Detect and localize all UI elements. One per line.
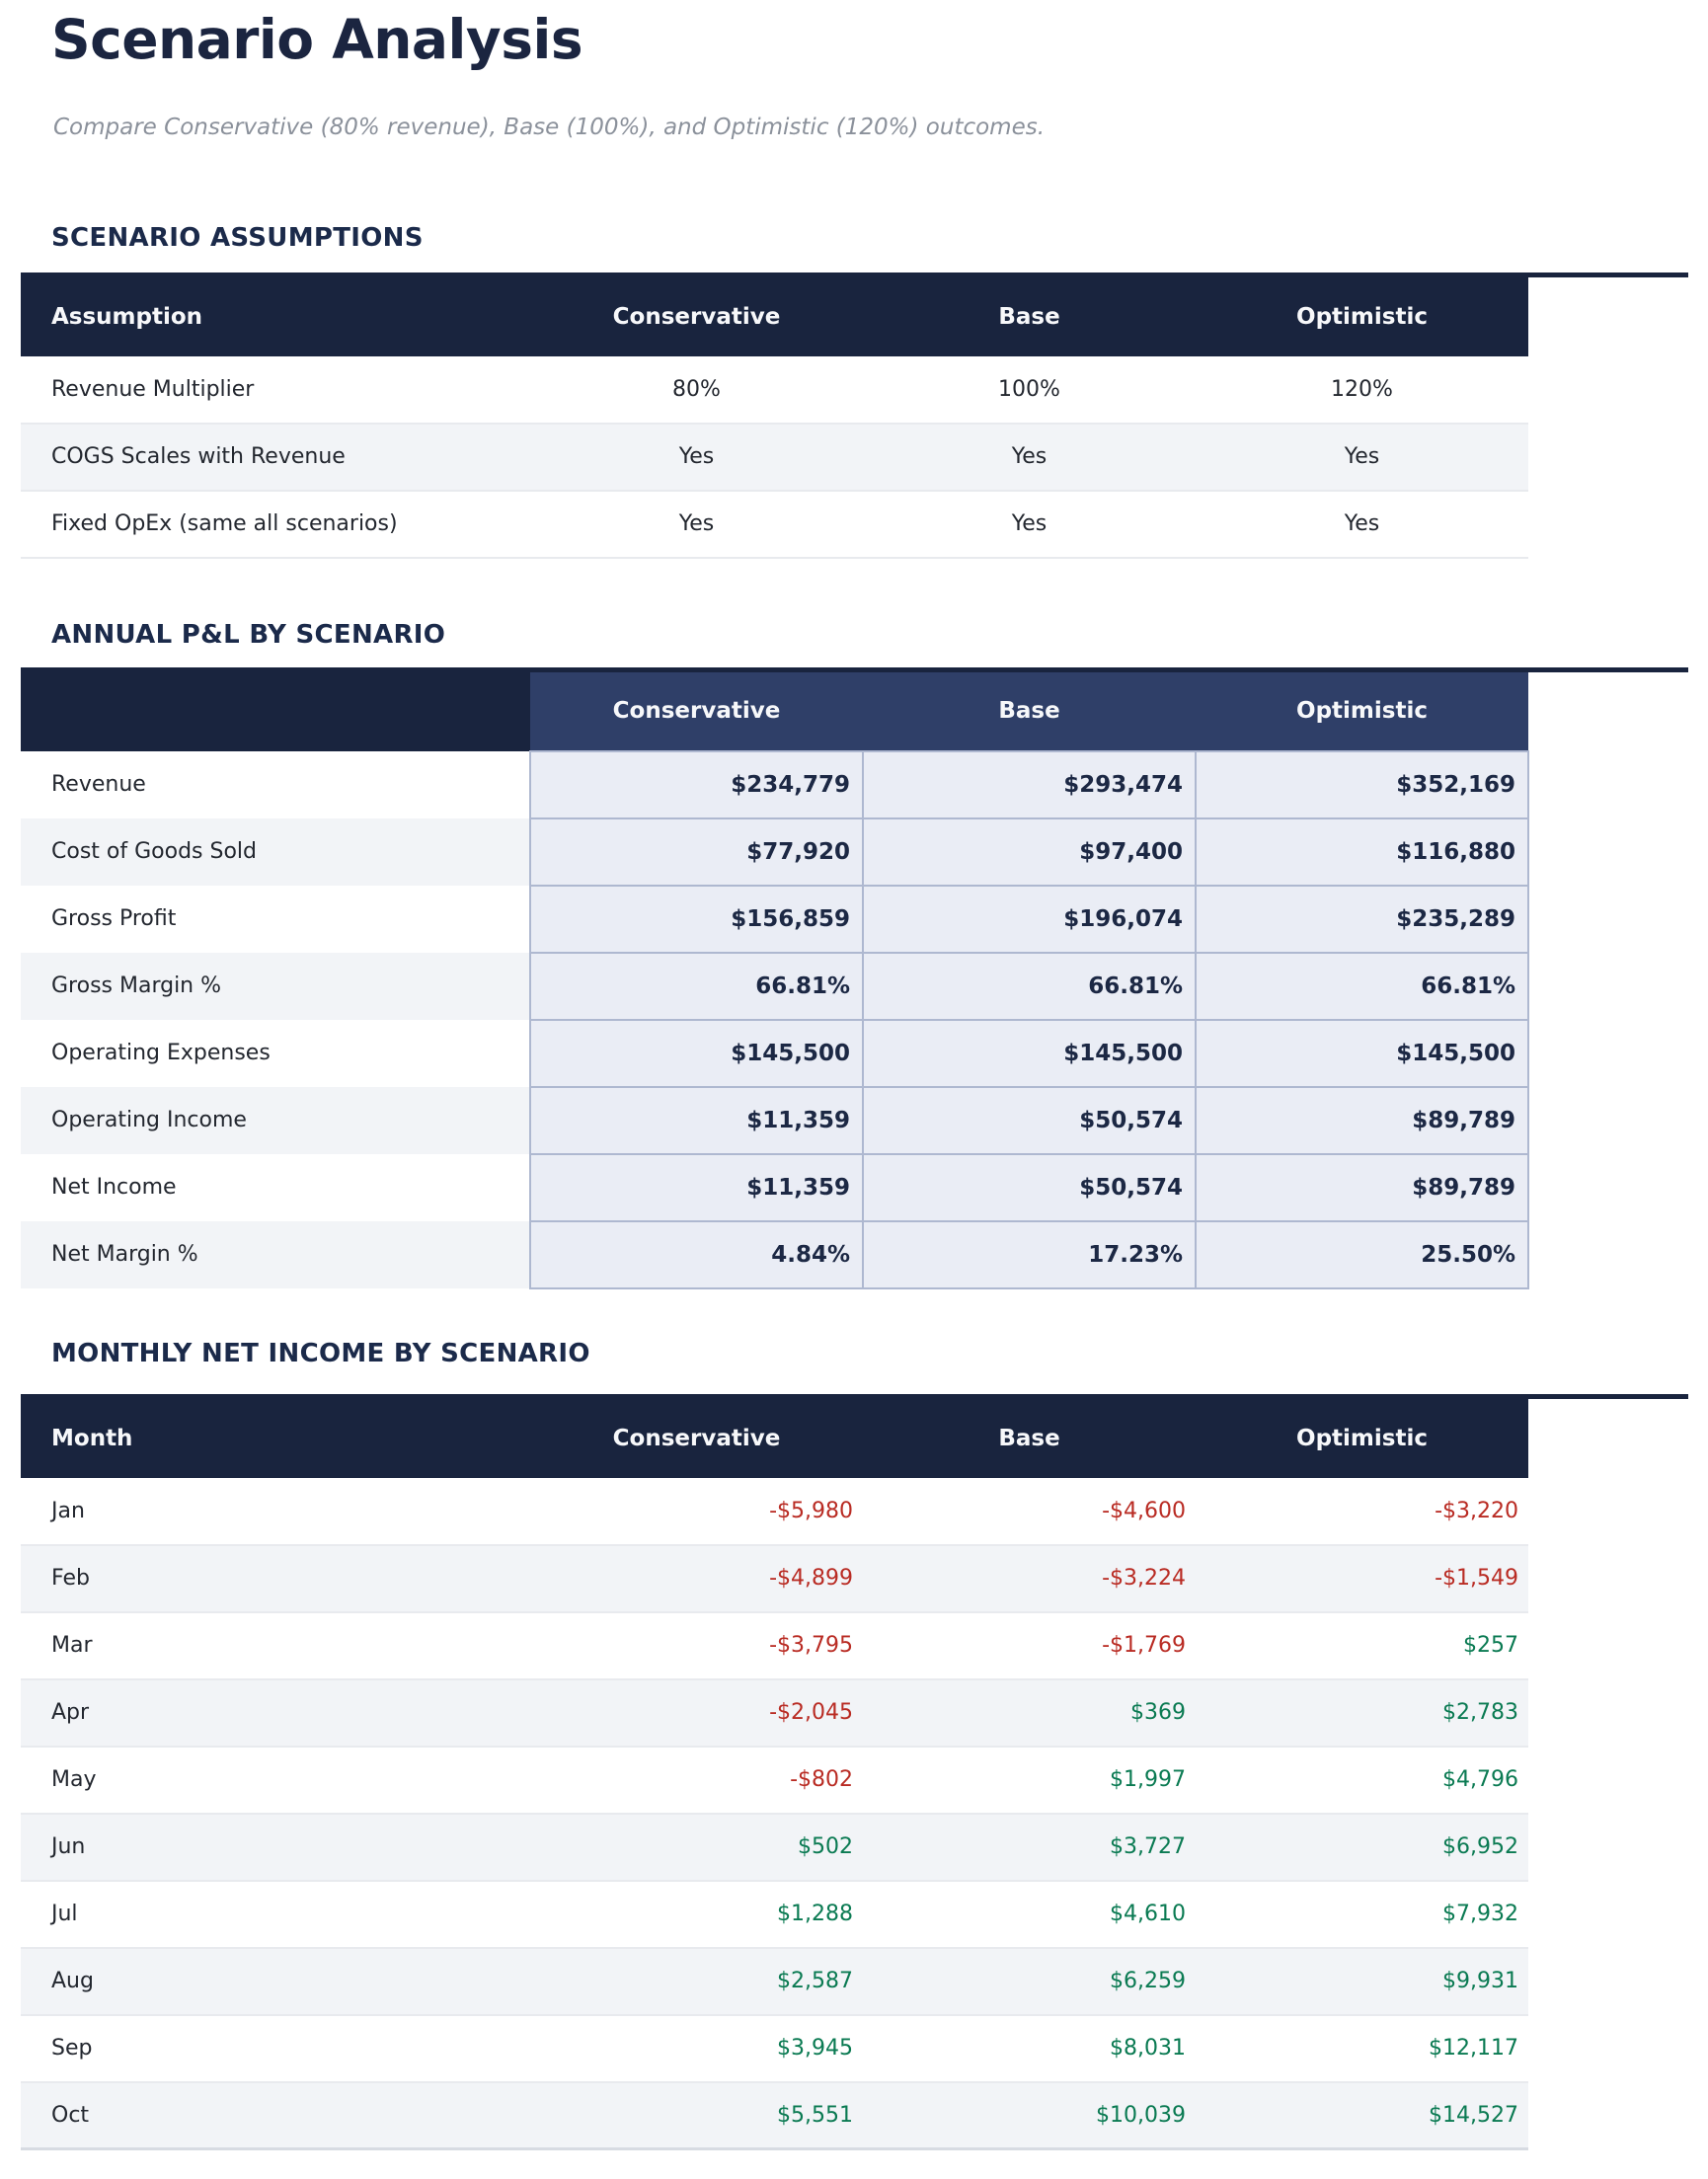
page-title: Scenario Analysis [51,8,583,71]
column-header: Conservative [530,672,863,751]
cell-value: 66.81% [1196,953,1528,1020]
cell-value: 80% [530,356,863,424]
money-value: $3,945 [530,2015,863,2082]
table-row [21,424,1528,491]
page-subtitle: Compare Conservative (80% revenue), Base (100%), and Optimistic (120%) outcomes. [53,114,1046,140]
money-value: $12,117 [1196,2015,1528,2082]
column-header-empty [21,672,530,751]
assumptions-table-container [21,272,1688,559]
money-value: $1,997 [863,1747,1196,1814]
column-header: Optimistic [1196,1399,1528,1478]
money-value: $10,039 [863,2082,1196,2149]
table-row [21,1087,1528,1154]
money-value: $9,931 [1196,1948,1528,2015]
month-label: Apr [21,1679,530,1747]
cell-value: $97,400 [863,818,1196,886]
cell-value: $89,789 [1196,1154,1528,1221]
column-header: Conservative [530,277,863,356]
table-row [21,1478,1528,1545]
money-value: -$4,899 [530,1545,863,1612]
money-value: -$3,795 [530,1612,863,1679]
cell-value: $89,789 [1196,1087,1528,1154]
table-row [21,1612,1528,1679]
table-row [21,1679,1528,1747]
money-value: $6,259 [863,1948,1196,2015]
month-label: Jul [21,1881,530,1948]
cell-value: 4.84% [530,1221,863,1288]
row-label: COGS Scales with Revenue [21,424,530,491]
column-header: Base [863,672,1196,751]
row-label: Net Income [51,1175,177,1201]
cell-value: Yes [1196,424,1528,491]
cell-value: 66.81% [863,953,1196,1020]
table-row [21,2082,1528,2149]
table-row [21,1020,1528,1087]
month-label: Feb [21,1545,530,1612]
cell-value: $50,574 [863,1087,1196,1154]
row-label: Revenue [51,772,146,798]
cell-value: $11,359 [530,1087,863,1154]
table-row [21,1747,1528,1814]
monthly-table-container [21,1394,1688,2151]
section-heading-annual-pnl: ANNUAL P&L BY SCENARIO [51,619,446,650]
cell-value: $145,500 [530,1020,863,1087]
cell-value: $234,779 [530,751,863,818]
money-value: $369 [863,1679,1196,1747]
assumptions-table [21,277,1528,559]
annual-pnl-table-container [21,667,1688,1289]
money-value: -$2,045 [530,1679,863,1747]
cell-value: $235,289 [1196,886,1528,953]
month-label: Jan [21,1478,530,1545]
cell-value: $11,359 [530,1154,863,1221]
column-header: Assumption [21,277,530,356]
cell-value: Yes [530,491,863,558]
money-value: -$5,980 [530,1478,863,1545]
row-label: Cost of Goods Sold [21,818,530,886]
table-row [21,1814,1528,1881]
money-value: -$1,549 [1196,1545,1528,1612]
cell-value: $145,500 [1196,1020,1528,1087]
cell-value: Yes [863,424,1196,491]
table-row [21,1221,1528,1288]
table-header-row [21,277,1528,356]
cell-value: 17.23% [863,1221,1196,1288]
column-header: Optimistic [1196,672,1528,751]
column-header: Base [863,277,1196,356]
table-row [21,1881,1528,1948]
money-value: $14,527 [1196,2082,1528,2149]
money-value: -$802 [530,1747,863,1814]
cell-value: $293,474 [863,751,1196,818]
section-heading-assumptions: SCENARIO ASSUMPTIONS [51,222,424,253]
cell-value: Yes [530,424,863,491]
row-label: Fixed OpEx (same all scenarios) [21,491,530,558]
money-value: -$4,600 [863,1478,1196,1545]
money-value: $7,932 [1196,1881,1528,1948]
section-heading-monthly-net-income: MONTHLY NET INCOME BY SCENARIO [51,1338,590,1368]
money-value: $1,288 [530,1881,863,1948]
cell-value: Yes [863,491,1196,558]
month-label: Sep [21,2015,530,2082]
money-value: $8,031 [863,2015,1196,2082]
cell-value: $156,859 [530,886,863,953]
row-label: Operating Income [21,1087,530,1154]
table-row [21,1948,1528,2015]
cell-value: $77,920 [530,818,863,886]
table-header-row [21,1399,1528,1478]
table-row [21,2015,1528,2082]
column-header: Base [863,1399,1196,1478]
table-header-row [21,672,1528,751]
money-value: $3,727 [863,1814,1196,1881]
row-label: Gross Margin % [21,953,530,1020]
month-label: Mar [21,1612,530,1679]
money-value: $4,796 [1196,1747,1528,1814]
cell-value: 120% [1196,356,1528,424]
cell-value: 25.50% [1196,1221,1528,1288]
cell-value: 100% [863,356,1196,424]
money-value: $502 [530,1814,863,1881]
cell-value: Yes [1196,491,1528,558]
month-label: May [21,1747,530,1814]
cell-value: $352,169 [1196,751,1528,818]
report-page [0,8,1708,2150]
money-value: $257 [1196,1612,1528,1679]
table-row [21,953,1528,1020]
money-value: $5,551 [530,2082,863,2149]
cell-value: $196,074 [863,886,1196,953]
column-header: Optimistic [1196,277,1528,356]
column-header: Conservative [530,1399,863,1478]
money-value: -$3,220 [1196,1478,1528,1545]
money-value: $4,610 [863,1881,1196,1948]
table-row [21,1154,1528,1221]
table-row [21,356,1528,424]
table-row [21,818,1528,886]
money-value: -$1,769 [863,1612,1196,1679]
money-value: $2,783 [1196,1679,1528,1747]
cell-value: $145,500 [863,1020,1196,1087]
money-value: $6,952 [1196,1814,1528,1881]
row-label: Net Margin % [21,1221,530,1288]
monthly-net-income-table [21,1399,1528,2151]
month-label: Jun [21,1814,530,1881]
row-label: Revenue Multiplier [21,356,530,424]
cell-value: $116,880 [1196,818,1528,886]
column-header: Month [21,1399,530,1478]
annual-pnl-table [21,672,1529,1289]
table-row [21,886,1528,953]
month-label: Aug [21,1948,530,2015]
month-label: Oct [21,2082,530,2149]
table-row [21,1545,1528,1612]
table-row [21,491,1528,558]
money-value: $2,587 [530,1948,863,2015]
table-row [21,751,1528,818]
money-value: -$3,224 [863,1545,1196,1612]
cell-value: 66.81% [530,953,863,1020]
row-label: Gross Profit [51,906,177,932]
cell-value: $50,574 [863,1154,1196,1221]
row-label: Operating Expenses [51,1041,271,1066]
